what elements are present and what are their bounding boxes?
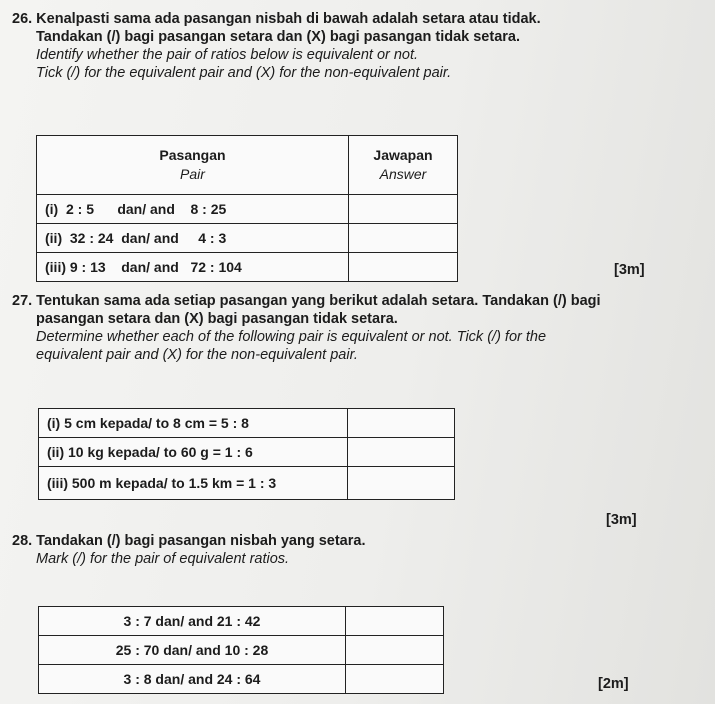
table-row	[39, 438, 455, 467]
q26-instruction-ms-1: 26. Kenalpasti sama ada pasangan nisbah di bawah adalah setara atau tidak.	[12, 11, 541, 27]
q27-instruction-en-1: Determine whether each of the following pair is equivalent or not. Tick (/) for the	[36, 329, 547, 345]
q26-marks: [3m]	[614, 262, 645, 278]
q27-pair-label: (ii) 10 kg kepada/ to 60 g = 1 : 6	[39, 438, 348, 467]
q26-header-pair-en: Pair	[180, 166, 205, 182]
table-row	[37, 253, 458, 282]
q28-marks: [2m]	[598, 676, 629, 692]
q26-pair-label: (i) 2 : 5 dan/ and 8 : 25	[37, 195, 349, 224]
table-row	[39, 665, 444, 694]
q28-answer-cell-3[interactable]	[346, 665, 444, 694]
q26-table-header	[37, 136, 458, 195]
q27-answer-cell-2[interactable]	[348, 438, 455, 467]
q27-pair-label: (iii) 500 m kepada/ to 1.5 km = 1 : 3	[39, 467, 348, 500]
q27-instruction-ms-1: 27. Tentukan sama ada setiap pasangan yang berikut adalah setara. Tandakan (/) bagi	[12, 293, 601, 309]
q26-instruction-en-2: Tick (/) for the equivalent pair and (X) for the non-equivalent pair.	[36, 65, 452, 81]
table-row	[37, 195, 458, 224]
q26-instruction-en-1: Identify whether the pair of ratios below is equivalent or not.	[36, 47, 419, 63]
q28-instruction-en: Mark (/) for the pair of equivalent ratios.	[36, 551, 290, 567]
question-26	[12, 10, 702, 82]
q27-answer-cell-1[interactable]	[348, 409, 455, 438]
q26-header-pair-ms: Pasangan	[159, 147, 226, 163]
q27-table	[38, 408, 455, 500]
q26-header-pair	[37, 136, 349, 195]
q26-answer-cell-2[interactable]	[349, 224, 458, 253]
q26-pair-label: (iii) 9 : 13 dan/ and 72 : 104	[37, 253, 349, 282]
q26-answer-cell-1[interactable]	[349, 195, 458, 224]
q27-pair-label: (i) 5 cm kepada/ to 8 cm = 5 : 8	[39, 409, 348, 438]
q28-instruction-ms: 28. Tandakan (/) bagi pasangan nisbah yang setara.	[12, 533, 366, 549]
q26-header-answer-en: Answer	[379, 166, 427, 182]
table-row	[39, 607, 444, 636]
table-row	[37, 224, 458, 253]
q26-instruction-ms-2: Tandakan (/) bagi pasangan setara dan (X) bagi pasangan tidak setara.	[36, 29, 521, 45]
q26-table	[36, 135, 458, 282]
q27-instruction-en-2: equivalent pair and (X) for the non-equivalent pair.	[36, 347, 358, 363]
table-row	[39, 467, 455, 500]
table-row	[39, 409, 455, 438]
q26-answer-cell-3[interactable]	[349, 253, 458, 282]
q26-pair-label: (ii) 32 : 24 dan/ and 4 : 3	[37, 224, 349, 253]
q26-header-answer	[349, 136, 458, 195]
q28-pair-label: 3 : 8 dan/ and 24 : 64	[39, 665, 346, 694]
q28-pair-label: 25 : 70 dan/ and 10 : 28	[39, 636, 346, 665]
q28-table	[38, 606, 444, 694]
table-row	[39, 636, 444, 665]
question-28	[12, 532, 702, 568]
q27-marks: [3m]	[606, 512, 637, 528]
q28-answer-cell-2[interactable]	[346, 636, 444, 665]
q28-pair-label: 3 : 7 dan/ and 21 : 42	[39, 607, 346, 636]
q27-answer-cell-3[interactable]	[348, 467, 455, 500]
question-27	[12, 292, 702, 364]
q26-header-answer-ms: Jawapan	[373, 147, 433, 163]
q28-answer-cell-1[interactable]	[346, 607, 444, 636]
q27-instruction-ms-2: pasangan setara dan (X) bagi pasangan tidak setara.	[36, 311, 398, 327]
